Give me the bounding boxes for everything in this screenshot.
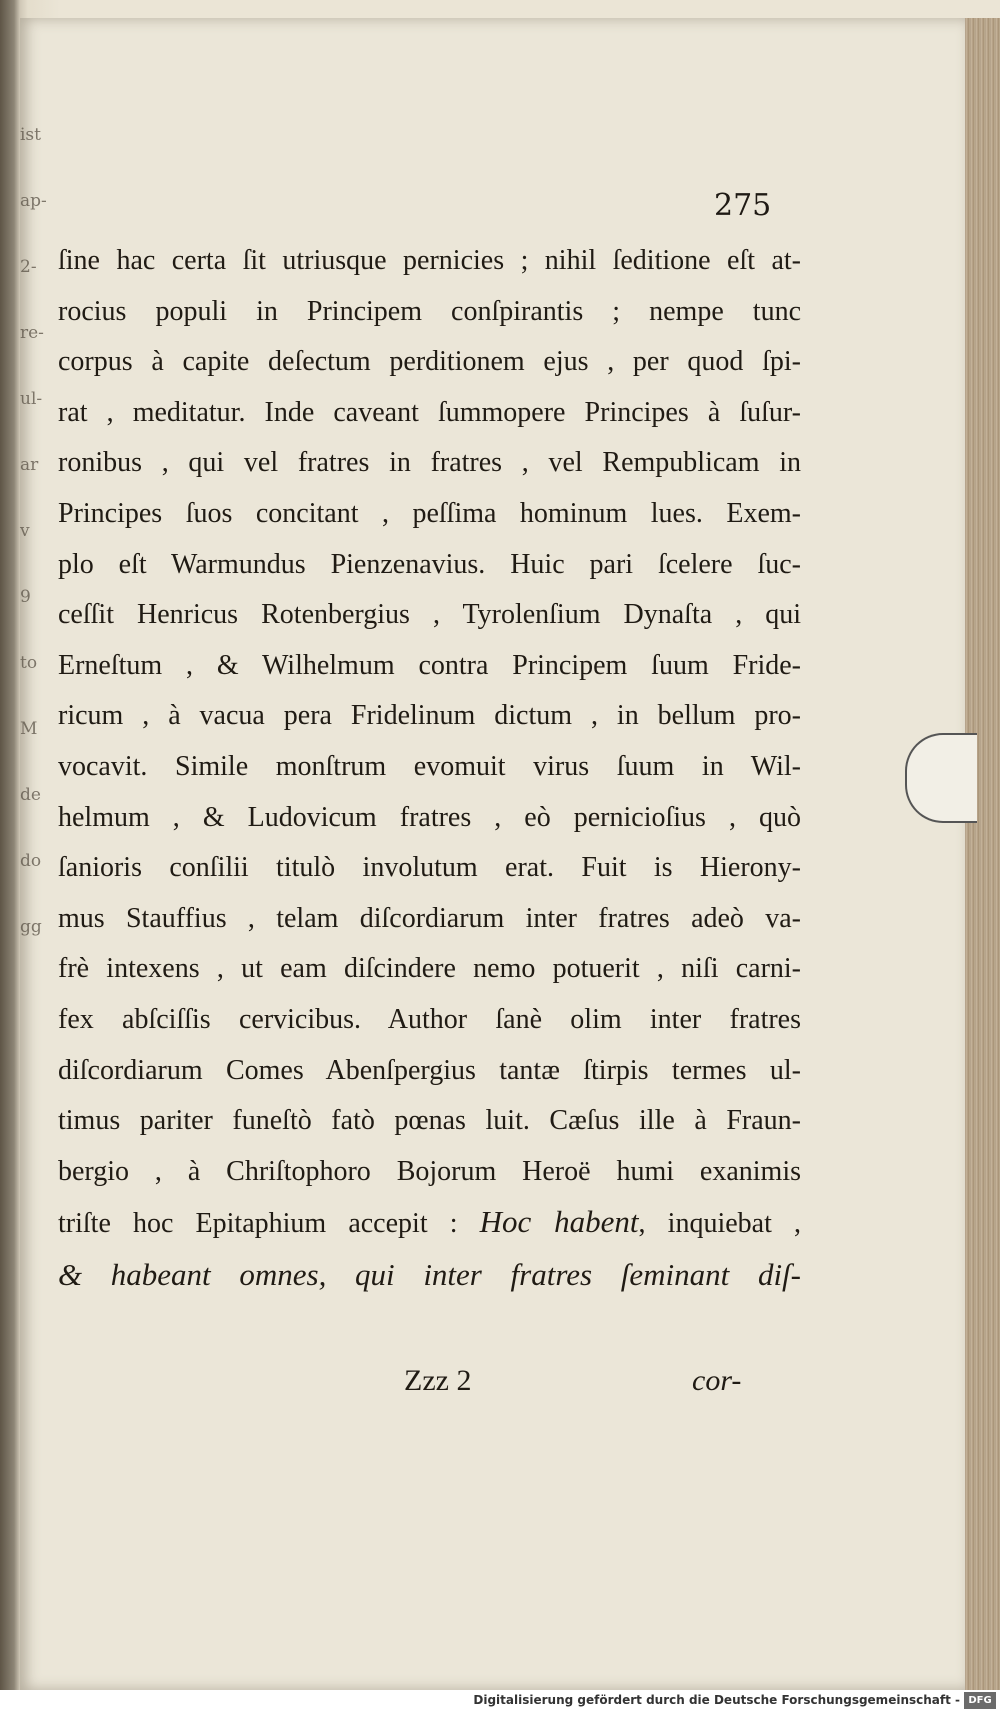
line-text: frè intexens , ut eam diſcindere nemo potuerit , niſi carni- bbox=[58, 953, 801, 985]
bleed-mark: to bbox=[20, 653, 38, 673]
facing-page-bleed bbox=[20, 120, 54, 1020]
bleed-mark: 9 bbox=[20, 587, 31, 607]
line-text: mus Stauffius , telam diſcordiarum inter fratres adeò va- bbox=[58, 902, 801, 934]
page-marker-tab bbox=[905, 733, 977, 823]
signature-mark: Zzz 2 bbox=[404, 1364, 472, 1397]
line-text: bergio , à Chriſtophoro Bojorum Heroë humi exanimis bbox=[58, 1155, 801, 1187]
text-line bbox=[58, 1250, 801, 1303]
text-line bbox=[58, 388, 801, 439]
bleed-mark: v bbox=[20, 521, 30, 541]
text-line bbox=[58, 1147, 801, 1198]
text-line bbox=[58, 236, 801, 287]
italic-text: Hoc habent bbox=[479, 1204, 639, 1240]
bleed-mark: M bbox=[20, 719, 38, 739]
body-text bbox=[58, 236, 801, 1302]
text-line bbox=[58, 691, 801, 742]
text-line bbox=[58, 337, 801, 388]
line-text: ceſſit Henricus Rotenbergius , Tyrolenſium Dynaſta , qui bbox=[58, 599, 801, 631]
text-line bbox=[58, 438, 801, 489]
text-line bbox=[58, 1096, 801, 1147]
italic-text: & habeant omnes, qui inter fratres ſeminant diſ- bbox=[58, 1256, 801, 1292]
bleed-mark: gg bbox=[20, 917, 42, 937]
text-line bbox=[58, 1046, 801, 1097]
digitization-footer bbox=[0, 1690, 1000, 1713]
page-edges bbox=[965, 18, 1000, 1690]
bleed-mark: de bbox=[20, 785, 41, 805]
text-line bbox=[58, 742, 801, 793]
bleed-mark: ar bbox=[20, 455, 39, 475]
line-text: fex abſciſſis cervicibus. Author ſanè olim inter fratres bbox=[58, 1003, 801, 1035]
text-line bbox=[58, 793, 801, 844]
text-line bbox=[58, 287, 801, 338]
line-text: rat , meditatur. Inde caveant ſummopere Principes à ſuſur- bbox=[58, 396, 801, 428]
text-line bbox=[58, 489, 801, 540]
line-text: helmum , & Ludovicum fratres , eò pernicioſius , quò bbox=[58, 801, 801, 833]
text-line bbox=[58, 894, 801, 945]
text-line bbox=[58, 944, 801, 995]
text-line bbox=[58, 590, 801, 641]
text-line bbox=[58, 1197, 801, 1250]
text-line bbox=[58, 540, 801, 591]
text-line bbox=[58, 995, 801, 1046]
line-text: rocius populi in Principem conſpirantis ; nempe tunc bbox=[58, 295, 801, 327]
bleed-mark: re- bbox=[20, 323, 44, 343]
bleed-mark: do bbox=[20, 851, 42, 871]
bleed-mark: ul- bbox=[20, 389, 43, 409]
line-text: corpus à capite deſectum perditionem ejus , per quod ſpi- bbox=[58, 346, 801, 378]
catchword: cor- bbox=[692, 1364, 742, 1397]
bleed-mark: ist bbox=[20, 125, 41, 145]
page-number: 275 bbox=[714, 188, 772, 223]
bleed-mark: ap- bbox=[20, 191, 47, 211]
footer-credit: Digitalisierung gefördert durch die Deutsche Forschungsgemeinschaft - bbox=[473, 1693, 960, 1707]
line-text: ſanioris conſilii titulò involutum erat. Fuit is Hierony- bbox=[58, 852, 801, 884]
line-text: timus pariter funeſtò fatò pœnas luit. Cæſus ille à Fraun- bbox=[58, 1105, 801, 1137]
text-line bbox=[58, 843, 801, 894]
bleed-mark: 2- bbox=[20, 257, 37, 277]
line-text: Erneſtum , & Wilhelmum contra Principem ſuum Fride- bbox=[58, 649, 801, 681]
text-line bbox=[58, 641, 801, 692]
line-text: vocavit. Simile monſtrum evomuit virus ſuum in Wil- bbox=[58, 750, 801, 782]
line-text: diſcordiarum Comes Abenſpergius tantæ ſtirpis termes ul- bbox=[58, 1054, 801, 1086]
line-text: Principes ſuos concitant , peſſima hominum lues. Exem- bbox=[58, 497, 801, 529]
line-text: ſine hac certa ſit utriusque pernicies ; nihil ſeditione eſt at- bbox=[58, 245, 801, 276]
line-text: plo eſt Warmundus Pienzenavius. Huic pari ſcelere ſuc- bbox=[58, 548, 801, 580]
line-text: ricum , à vacua pera Fridelinum dictum , in bellum pro- bbox=[58, 700, 801, 732]
line-text: , inquiebat , bbox=[638, 1208, 801, 1240]
line-text: ronibus , qui vel fratres in fratres , vel Rempublicam in bbox=[58, 447, 801, 479]
line-text: triſte hoc Epitaphium accepit : bbox=[58, 1208, 480, 1240]
dfg-logo: DFG bbox=[964, 1692, 996, 1709]
